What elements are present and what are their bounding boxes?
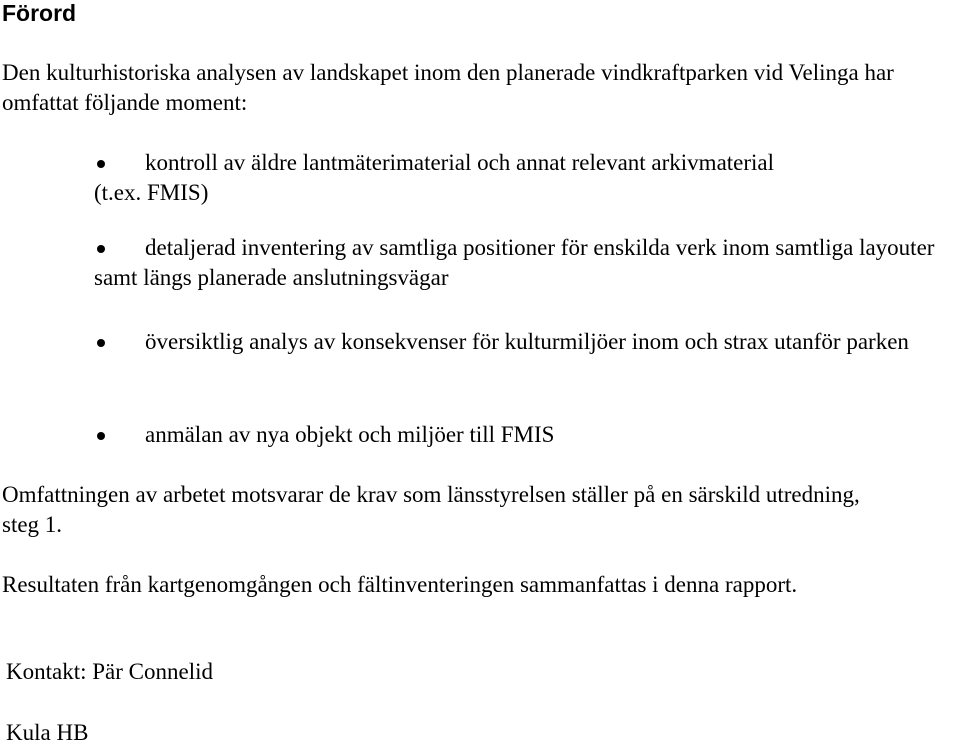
intro-paragraph: Den kulturhistoriska analysen av landskapet inom den planerade vindkraftparken vid Velinga har omfattat följande moment: [2,60,894,115]
bullet-item-report [94,420,948,450]
bullet-text: kontroll av äldre lantmäterimaterial och annat relevant arkivmaterial (t.ex. FMIS) [94,150,775,205]
contact-line: Kontakt: Pär Connelid [6,659,213,684]
bullet-item-archive [94,148,780,208]
bullet-text: anmälan av nya objekt och miljöer till FMIS [145,422,555,447]
page-heading: Förord [2,0,77,26]
bullet-item-inventory [94,233,948,293]
bullet-icon [97,432,105,440]
scope-paragraph: Omfattningen av arbetet motsvarar de krav som länsstyrelsen ställer på en särskild utredning, steg 1. [2,482,860,537]
bullet-icon [97,160,105,168]
bullet-item-analysis [94,327,948,357]
bullet-text: översiktlig analys av konsekvenser för kulturmiljöer inom och strax utanför parken [145,329,909,354]
bullet-icon [97,339,105,347]
summary-paragraph: Resultaten från kartgenomgången och fältinventeringen sammanfattas i denna rapport. [2,572,798,597]
company-line: Kula HB [6,720,89,745]
bullet-icon [97,245,105,253]
bullet-text: detaljerad inventering av samtliga positioner för enskilda verk inom samtliga layouter samt längs planerade anslutningsvägar [94,235,935,290]
